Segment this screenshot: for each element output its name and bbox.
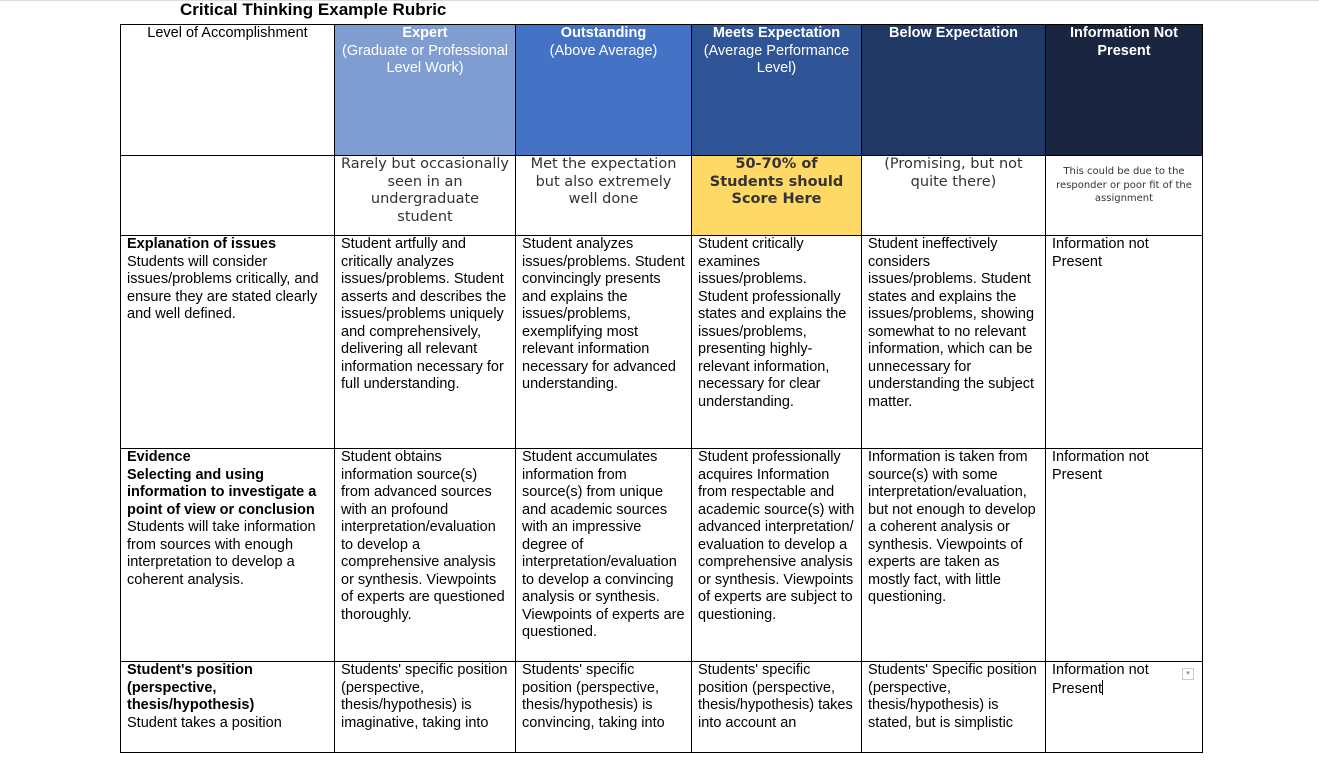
header-info[interactable]: Information Not Present <box>1046 25 1203 156</box>
cell-below[interactable]: Information is taken from source(s) with some interpretation/evaluation, but not enough to develop a coherent analysis or synthesis. Viewpoints of experts are taken as mostly fact, with little questioning. <box>862 449 1046 662</box>
criterion-title: Evidence Selecting and using information to investigate a point of view or conclusion <box>127 449 317 518</box>
sub-info[interactable]: This could be due to the responder or poor fit of the assignment <box>1046 156 1203 236</box>
criterion-title: Explanation of issues <box>127 236 277 252</box>
cell-info[interactable] <box>1046 662 1203 753</box>
criterion-cell[interactable] <box>121 236 335 449</box>
criterion-cell[interactable] <box>121 662 335 753</box>
cell-outstanding[interactable]: Student analyzes issues/problems. Student convincingly presents and explains the issues/problems, exemplifying most relevant information necessary for advanced understanding. <box>516 236 692 449</box>
criterion-desc: Students will take information from sources with enough interpretation to develop a coherent analysis. <box>127 519 316 588</box>
cell-outstanding[interactable]: Student accumulates information from source(s) from unique and academic sources with an impressive degree of interpretation/evaluation to develop a convincing analysis or synthesis. Viewpoints of experts are questioned. <box>516 449 692 662</box>
cell-meets[interactable]: Students' specific position (perspective, thesis/hypothesis) takes into account an <box>692 662 862 753</box>
table-row <box>121 236 1203 449</box>
cell-outstanding[interactable]: Students' specific position (perspective, thesis/hypothesis) is convincing, taking into <box>516 662 692 753</box>
subheader-row <box>121 156 1203 236</box>
criterion-cell[interactable] <box>121 449 335 662</box>
header-expert[interactable]: Expert (Graduate or Professional Level Work) <box>335 25 516 156</box>
chevron-down-icon[interactable]: ▾ <box>1182 668 1194 680</box>
header-row <box>121 25 1203 156</box>
table-row <box>121 449 1203 662</box>
criterion-title: Student's position (perspective, thesis/hypothesis) <box>127 662 255 713</box>
sub-below[interactable]: (Promising, but not quite there) <box>862 156 1046 236</box>
cell-info[interactable]: Information not Present <box>1046 449 1203 662</box>
sub-expert[interactable]: Rarely but occasionally seen in an undergraduate student <box>335 156 516 236</box>
cell-expert[interactable]: Student artfully and critically analyzes issues/problems. Student asserts and describes the issues/problems uniquely and comprehensively, delivering all relevant information necessary for full understanding. <box>335 236 516 449</box>
cell-expert[interactable]: Students' specific position (perspective, thesis/hypothesis) is imaginative, taking into <box>335 662 516 753</box>
cell-info-text: Information not Present <box>1052 662 1149 697</box>
sub-level[interactable] <box>121 156 335 236</box>
cell-below[interactable]: Student ineffectively considers issues/problems. Student states and explains the issues/problems, showing somewhat to no relevant information, which can be unnecessary for understanding the subject matter. <box>862 236 1046 449</box>
cell-below[interactable]: Students' Specific position (perspective, thesis/hypothesis) is stated, but is simplistic <box>862 662 1046 753</box>
sub-outstanding[interactable]: Met the expectation but also extremely well done <box>516 156 692 236</box>
header-below[interactable]: Below Expectation <box>862 25 1046 156</box>
header-meets[interactable]: Meets Expectation (Average Performance Level) <box>692 25 862 156</box>
header-level[interactable]: Level of Accomplishment <box>121 25 335 156</box>
rubric-table <box>120 24 1203 753</box>
cell-info[interactable]: Information not Present <box>1046 236 1203 449</box>
cell-meets[interactable]: Student professionally acquires Information from respectable and academic source(s) with advanced interpretation/ evaluation to develop a comprehensive analysis or synthesis. Viewpoints of experts are subject to questioning. <box>692 449 862 662</box>
document-title: Critical Thinking Example Rubric <box>180 0 447 19</box>
sub-meets[interactable]: 50-70% of Students should Score Here <box>692 156 862 236</box>
cell-meets[interactable]: Student critically examines issues/problems. Student professionally states and explains the issues/problems, presenting highly-relevant information, necessary for clear understanding. <box>692 236 862 449</box>
criterion-desc: Student takes a position <box>127 714 282 731</box>
cell-expert[interactable]: Student obtains information source(s) from advanced sources with an profound interpretation/evaluation to develop a comprehensive analysis or synthesis. Viewpoints of experts are questioned thoroughly. <box>335 449 516 662</box>
text-cursor <box>1102 680 1103 695</box>
header-outstanding[interactable]: Outstanding (Above Average) <box>516 25 692 156</box>
criterion-desc: Students will consider issues/problems critically, and ensure they are stated clearly and well defined. <box>127 253 319 322</box>
table-row <box>121 662 1203 753</box>
